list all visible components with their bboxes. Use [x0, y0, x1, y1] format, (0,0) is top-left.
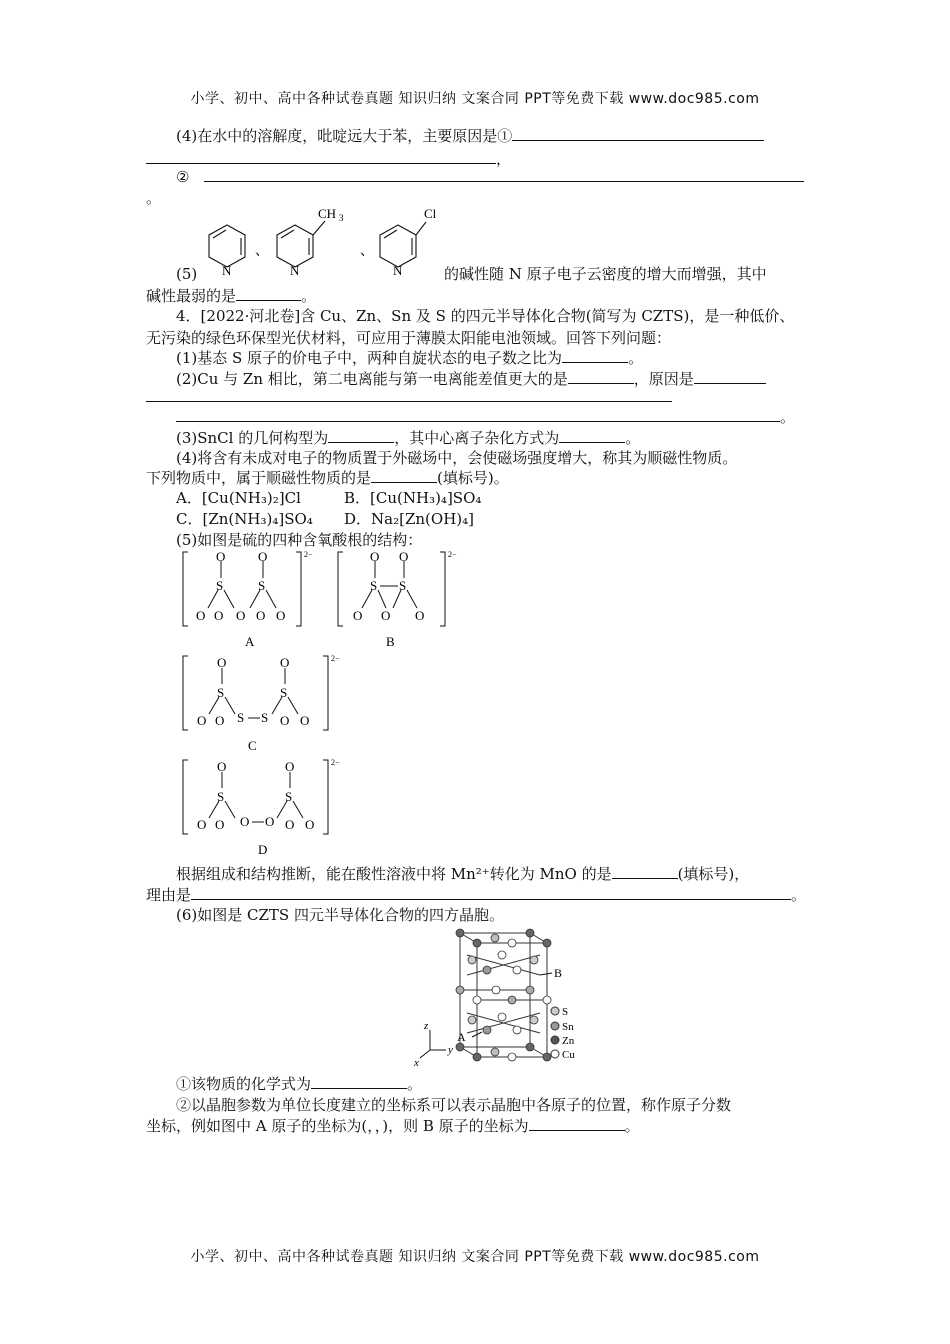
q4-part5-q2: 理由是 。	[146, 886, 807, 904]
svg-text:2−: 2−	[304, 550, 313, 559]
q4-part6: (6)如图是 CZTS 四元半导体化合物的四方晶胞。	[176, 906, 504, 924]
q4-part2: (2)Cu 与 Zn 相比，第二电离能与第一电离能差值更大的是 ，原因是	[176, 369, 766, 389]
separator: 、	[360, 244, 374, 259]
q4-part6-1: ①该物质的化学式为 。	[176, 1075, 423, 1093]
svg-text:S: S	[285, 789, 293, 804]
q4-intro-1: 4．[2022·河北卷]含 Cu、Zn、Sn 及 S 的四元半导体化合物(简写为 CZTS)，是一种低价、	[176, 307, 795, 325]
atom-label-A: A	[457, 1030, 466, 1044]
answer-blank[interactable]	[146, 149, 496, 164]
crystal-cell-figure	[412, 925, 592, 1067]
answer-blank[interactable]	[529, 1116, 625, 1131]
nitrogen-label: N	[393, 263, 403, 278]
nitrogen-label: N	[222, 263, 232, 278]
separator: 、	[255, 244, 269, 259]
q4-part3: (3)SnCl 的几何构型为 ，其中心离子杂化方式为 。	[176, 429, 641, 447]
q4-part4b: 下列物质中，属于顺磁性物质的是 (填标号)。	[146, 469, 509, 487]
answer-blank[interactable]	[512, 126, 764, 141]
answer-blank[interactable]	[568, 369, 634, 384]
answer-blank[interactable]	[694, 369, 766, 384]
option-a: A．[Cu(NH₃)₂]Cl	[176, 489, 301, 507]
svg-text:S: S	[399, 578, 407, 593]
answer-blank[interactable]	[559, 428, 625, 443]
label-A: A	[245, 634, 255, 649]
svg-text:S: S	[261, 710, 269, 725]
option-c: C．[Zn(NH₃)₄]SO₄	[176, 510, 313, 528]
svg-text:O: O	[214, 608, 224, 623]
svg-text:O: O	[285, 759, 295, 774]
atom-label-B: B	[554, 966, 563, 980]
svg-text:O: O	[256, 608, 266, 623]
svg-text:S: S	[217, 685, 225, 700]
svg-text:O: O	[300, 713, 310, 728]
answer-blank[interactable]	[191, 885, 791, 900]
structure-A-B	[178, 548, 468, 652]
svg-text:2−: 2−	[448, 550, 457, 559]
svg-text:O: O	[285, 817, 295, 832]
svg-text:2−: 2−	[331, 758, 340, 767]
svg-text:O: O	[258, 549, 268, 564]
axes	[420, 1030, 446, 1058]
svg-text:O: O	[381, 608, 391, 623]
svg-text:y: y	[448, 1044, 453, 1056]
svg-text:O: O	[215, 713, 225, 728]
answer-blank[interactable]	[204, 167, 804, 182]
q3-part4-line3	[176, 167, 804, 187]
nitrogen-label: N	[290, 263, 300, 278]
label-B: B	[386, 634, 395, 649]
svg-text:z: z	[424, 1020, 429, 1032]
svg-text:S: S	[258, 578, 266, 593]
svg-text:O: O	[353, 608, 363, 623]
label-C: C	[248, 738, 257, 753]
svg-text:Zn: Zn	[562, 1035, 575, 1047]
svg-text:O: O	[280, 655, 290, 670]
q4-part5-q1: 根据组成和结构推断，能在酸性溶液中将 Mn²⁺转化为 MnO 的是 (填标号)，	[176, 865, 750, 883]
answer-blank[interactable]	[176, 407, 780, 422]
svg-text:O: O	[216, 549, 226, 564]
svg-text:2−: 2−	[331, 654, 340, 663]
q4-part1: (1)基态 S 原子的价电子中，两种自旋状态的电子数之比为 。	[176, 349, 644, 367]
chlorine-label: Cl	[424, 206, 437, 221]
svg-text:Cu: Cu	[562, 1049, 575, 1061]
structure-D	[178, 756, 348, 860]
methylpyridine-ring	[277, 221, 325, 267]
option-d: D．Na₂[Zn(OH)₄]	[344, 510, 474, 528]
q4-part6-2a: ②以晶胞参数为单位长度建立的坐标系可以表示晶胞中各原子的位置，称作原子分数	[176, 1096, 732, 1114]
comma: ，	[496, 150, 512, 168]
svg-text:O: O	[370, 549, 380, 564]
q4-part5: (5)如图是硫的四种含氧酸根的结构：	[176, 531, 423, 549]
chloropyridine-ring	[380, 222, 426, 267]
svg-text:O: O	[280, 713, 290, 728]
period: 。	[146, 189, 162, 207]
svg-text:O: O	[197, 817, 207, 832]
svg-text:O: O	[236, 608, 246, 623]
q3-part4-text: (4)在水中的溶解度，吡啶远大于苯，主要原因是①	[176, 127, 513, 145]
q3-part4-line2	[146, 149, 511, 169]
svg-text:S: S	[237, 710, 245, 725]
answer-blank[interactable]	[311, 1074, 407, 1089]
legend	[551, 1006, 575, 1061]
svg-text:O: O	[305, 817, 315, 832]
option-b: B．[Cu(NH₃)₄]SO₄	[344, 489, 482, 507]
pyridine-structures	[200, 205, 450, 285]
svg-text:S: S	[280, 685, 288, 700]
svg-text:O: O	[415, 608, 425, 623]
page-header: 小学、初中、高中各种试卷真题 知识归纳 文案合同 PPT等免费下载 www.doc985.com	[190, 91, 760, 107]
svg-text:S: S	[217, 789, 225, 804]
svg-text:O: O	[399, 549, 409, 564]
q4-part4a: (4)将含有未成对电子的物质置于外磁场中，会使磁场强度增大，称其为顺磁性物质。	[176, 449, 738, 467]
svg-text:O: O	[240, 814, 250, 829]
svg-text:O: O	[196, 608, 206, 623]
svg-text:O: O	[217, 759, 227, 774]
svg-text:O: O	[217, 655, 227, 670]
atoms	[456, 929, 551, 1061]
answer-blank[interactable]	[371, 468, 437, 483]
q3-part4-line	[176, 126, 764, 146]
svg-text:Sn: Sn	[562, 1021, 574, 1033]
svg-text:S: S	[216, 578, 224, 593]
svg-text:S: S	[370, 578, 378, 593]
answer-blank[interactable]	[236, 286, 301, 301]
svg-text:O: O	[215, 817, 225, 832]
methyl-subscript: 3	[339, 213, 344, 223]
answer-line[interactable]	[146, 401, 672, 402]
svg-text:O: O	[265, 814, 275, 829]
answer-blank[interactable]	[612, 864, 678, 879]
svg-text:O: O	[197, 713, 207, 728]
q3-part5-text: 的碱性随 N 原子电子云密度的增大而增强，其中	[444, 265, 767, 283]
q4-intro-2: 无污染的绿色环保型光伏材料，可应用于薄膜太阳能电池领域。回答下列问题：	[146, 329, 672, 347]
methyl-label: CH	[318, 206, 337, 221]
label-D: D	[258, 842, 268, 857]
svg-text:x: x	[414, 1057, 419, 1067]
svg-text:S: S	[562, 1006, 569, 1018]
circled-2: ②	[176, 168, 190, 186]
q3-part5-label: (5)	[176, 265, 198, 283]
structure-C	[178, 652, 348, 756]
pyridine-ring	[209, 225, 245, 267]
answer-blank[interactable]	[328, 428, 394, 443]
q4-part6-2b: 坐标，例如图中 A 原子的坐标为(，，)，则 B 原子的坐标为 。	[146, 1117, 640, 1135]
q4-part2-line3: 。	[176, 407, 795, 427]
page-footer: 小学、初中、高中各种试卷真题 知识归纳 文案合同 PPT等免费下载 www.doc985.com	[190, 1249, 760, 1265]
answer-blank[interactable]	[562, 348, 628, 363]
svg-text:O: O	[276, 608, 286, 623]
q3-part5-line2: 碱性最弱的是 。	[146, 287, 317, 305]
